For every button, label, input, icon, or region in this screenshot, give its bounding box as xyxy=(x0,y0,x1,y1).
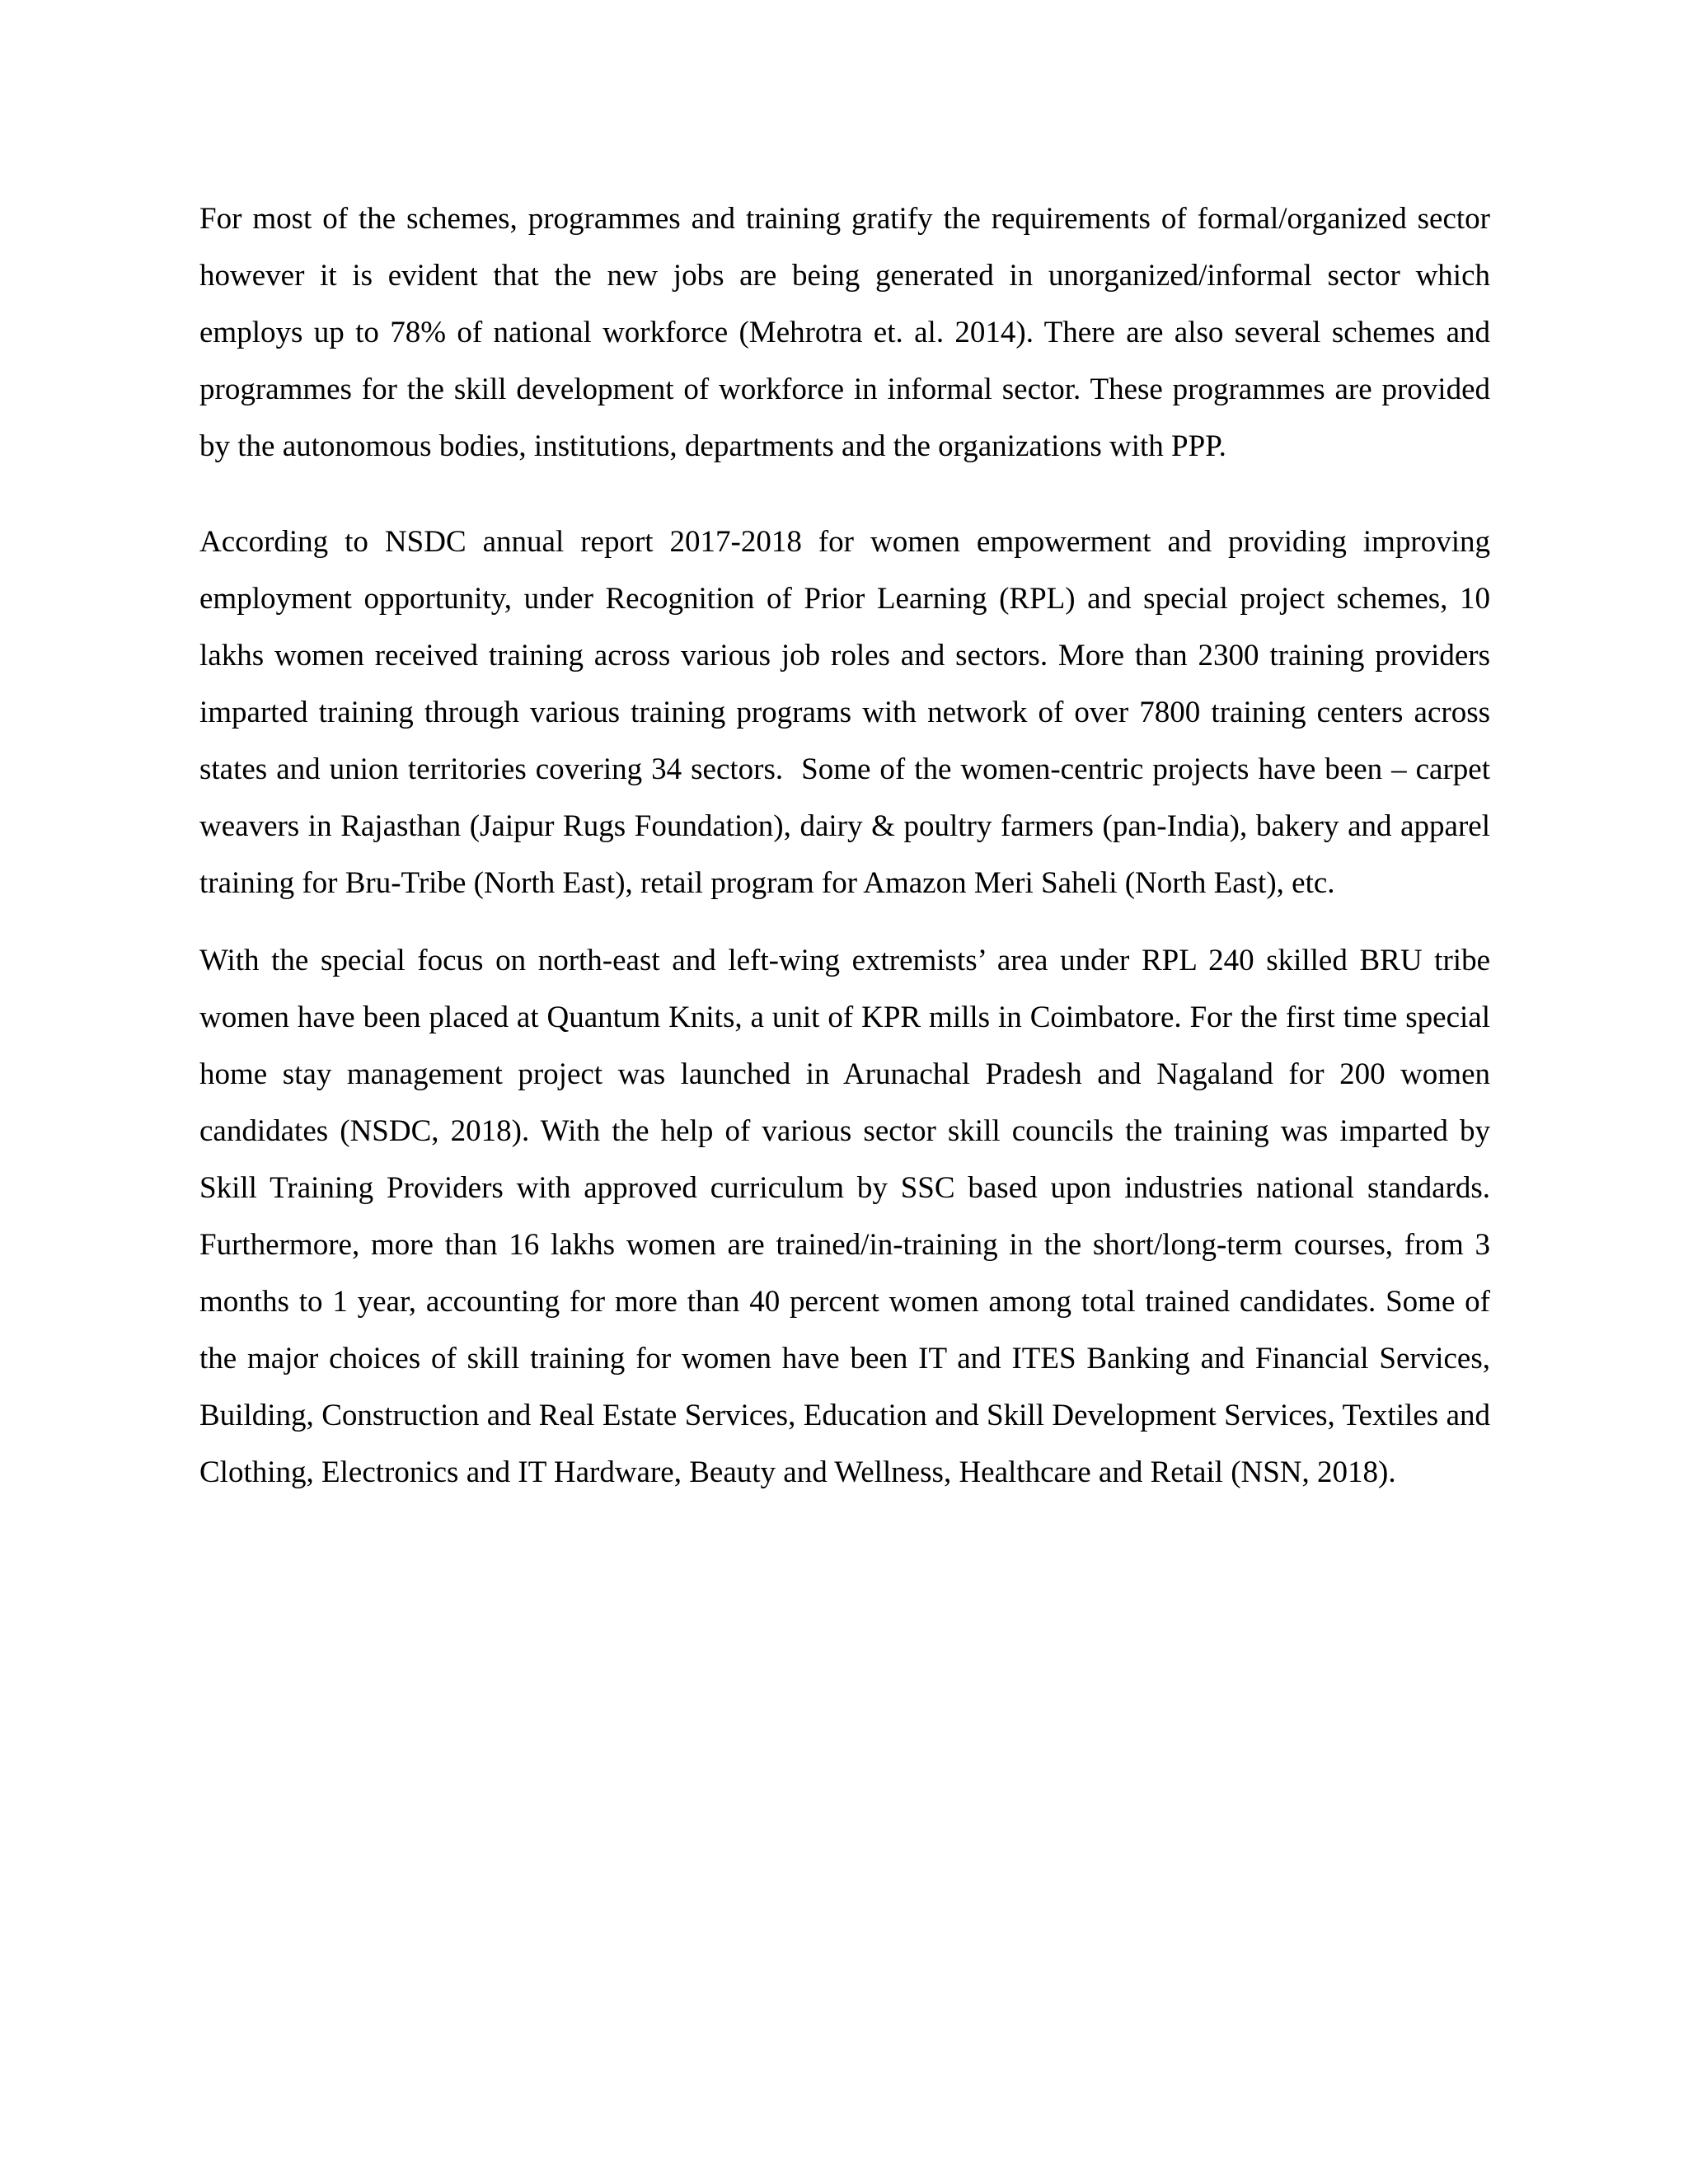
paragraph-north-east-focus: With the special focus on north-east and left-wing extremists’ area under RPL 240 skilled BRU tribe women have been placed at Quantum Knits, a unit of KPR mills in Coimbatore. For the first time special home stay management project was launched in Arunachal Pradesh and Nagaland for 200 women candidates (NSDC, 2018). With the help of various sector skill councils the training was imparted by Skill Training Providers with approved curriculum by SSC based upon industries national standards. Furthermore, more than 16 lakhs women are trained/in-training in the short/long-term courses, from 3 months to 1 year, accounting for more than 40 percent women among total trained candidates. Some of the major choices of skill training for women have been IT and ITES Banking and Financial Services, Building, Construction and Real Estate Services, Education and Skill Development Services, Textiles and Clothing, Electronics and IT Hardware, Beauty and Wellness, Healthcare and Retail (NSN, 2018). xyxy=(199,944,1498,1489)
paragraph-nsdc-annual-report: According to NSDC annual report 2017-2018 for women empowerment and providing improving employment opportunity, under Recognition of Prior Learning (RPL) and special project schemes, 10 lakhs women received training across various job roles and sectors. More than 2300 training providers imparted training through various training programs with network of over 7800 training centers across states and union territories covering 34 sectors. Some of the women-centric projects have been – carpet weavers in Rajasthan (Jaipur Rugs Foundation), dairy & poultry farmers (pan-India), bakery and apparel training for Bru-Tribe (North East), retail program for Amazon Meri Saheli (North East), etc. xyxy=(199,525,1498,900)
document-body xyxy=(199,190,1498,1501)
paragraph-informal-sector-schemes: For most of the schemes, programmes and training gratify the requirements of formal/organized sector however it is evident that the new jobs are being generated in unorganized/informal sector which employs up to 78% of national workforce (Mehrotra et. al. 2014). There are also several schemes and programmes for the skill development of workforce in informal sector. These programmes are provided by the autonomous bodies, institutions, departments and the organizations with PPP. xyxy=(199,202,1498,463)
